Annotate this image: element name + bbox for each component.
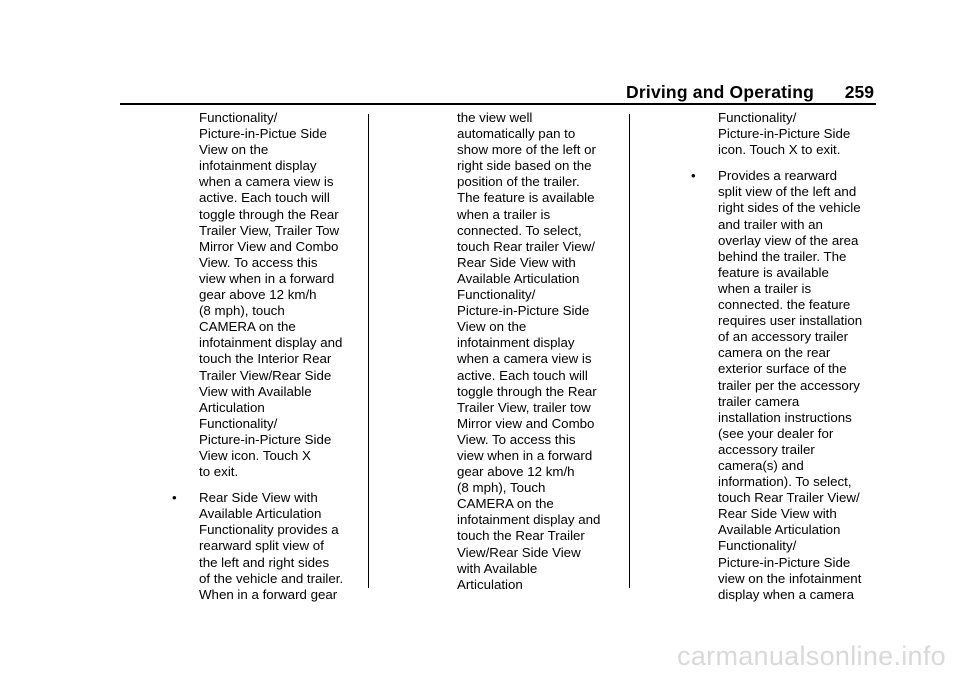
text-line: Trailer View, Trailer Tow xyxy=(199,222,340,238)
text-line: information). To select, xyxy=(718,474,852,490)
text-line: and trailer with an xyxy=(718,216,823,232)
text-line: touch the Rear Trailer xyxy=(457,528,585,544)
text-line: Rear Side View with xyxy=(457,254,576,270)
text-line: View/Rear Side View xyxy=(457,544,581,560)
text-line: (8 mph), Touch xyxy=(457,480,546,496)
text-line: automatically pan to xyxy=(457,126,576,142)
text-line: connected. the feature xyxy=(718,297,851,313)
text-line: when a camera view is xyxy=(199,174,334,190)
text-line: when a trailer is xyxy=(718,280,812,296)
text-line: show more of the left or xyxy=(457,142,596,158)
bullet-marker: • xyxy=(172,490,177,506)
text-line: (8 mph), touch xyxy=(199,303,285,319)
text-line: trailer camera xyxy=(718,393,800,409)
text-line: overlay view of the area xyxy=(718,232,859,248)
text-column-1 xyxy=(172,110,344,603)
text-line: Articulation xyxy=(457,576,523,592)
text-line: View. To access this xyxy=(457,431,576,447)
text-line: requires user installation xyxy=(718,313,863,329)
bullet-item xyxy=(691,168,863,603)
text-line: Trailer View/Rear Side xyxy=(199,367,332,383)
text-line: View icon. Touch X xyxy=(199,447,311,463)
text-line: Picture-in-Picture Side xyxy=(718,126,851,142)
text-line: Picture-in-Picture Side xyxy=(199,431,332,447)
bullet-marker: • xyxy=(691,168,696,184)
paragraph xyxy=(199,110,343,480)
text-line: touch the Interior Rear xyxy=(199,351,332,367)
text-line: behind the trailer. The xyxy=(718,248,847,264)
text-line: infotainment display and xyxy=(457,512,601,528)
bullet-item xyxy=(172,490,344,603)
text-line: the view well xyxy=(457,110,533,125)
text-line: Functionality provides a xyxy=(199,522,339,538)
text-column-3 xyxy=(691,110,863,603)
text-line: gear above 12 km/h xyxy=(199,287,317,303)
text-line: toggle through the Rear xyxy=(457,383,597,399)
text-line: camera on the rear xyxy=(718,345,831,361)
text-line: CAMERA on the xyxy=(457,496,554,512)
text-line: exterior surface of the xyxy=(718,361,847,377)
text-line: Functionality/ xyxy=(718,110,797,125)
text-line: When in a forward gear xyxy=(199,586,338,602)
text-line: CAMERA on the xyxy=(199,319,296,335)
section-title: Driving and Operating xyxy=(626,82,814,102)
text-line: Functionality/ xyxy=(199,110,278,125)
text-line: when a trailer is xyxy=(457,206,551,222)
text-line: active. Each touch will xyxy=(457,367,588,383)
text-line: active. Each touch will xyxy=(199,190,330,206)
text-line: Articulation xyxy=(199,399,265,415)
text-line: installation instructions xyxy=(718,409,852,425)
column-divider xyxy=(368,114,369,588)
text-line: infotainment display and xyxy=(199,335,343,351)
text-line: icon. Touch X to exit. xyxy=(718,142,841,158)
text-line: right sides of the vehicle xyxy=(718,200,861,216)
text-line: view on the infotainment xyxy=(718,570,862,586)
text-line: Mirror view and Combo xyxy=(457,415,595,431)
page-number: 259 xyxy=(844,82,874,102)
text-line: Picture-in-Picture Side xyxy=(457,303,590,319)
text-line: Available Articulation xyxy=(718,522,841,538)
text-column-2 xyxy=(457,110,600,593)
text-line: right side based on the xyxy=(457,158,592,174)
text-line: Mirror View and Combo xyxy=(199,238,339,254)
text-line: Picture-in-Picture Side xyxy=(718,554,851,570)
text-line: Functionality/ xyxy=(718,538,797,554)
text-line: gear above 12 km/h xyxy=(457,464,575,480)
paragraph-gap xyxy=(718,158,862,168)
text-line: Rear Side View with xyxy=(199,490,318,506)
text-line: View on the xyxy=(199,142,269,158)
text-line: View. To access this xyxy=(199,254,318,270)
text-line: (see your dealer for xyxy=(718,425,834,441)
text-line: Rear Side View with xyxy=(718,506,837,522)
text-line: feature is available xyxy=(718,264,829,280)
text-line: The feature is available xyxy=(457,190,595,206)
paragraph xyxy=(457,110,600,593)
text-line: Functionality/ xyxy=(199,415,278,431)
text-line: when a camera view is xyxy=(457,351,592,367)
text-line: toggle through the Rear xyxy=(199,206,339,222)
header-rule xyxy=(120,103,876,105)
text-line: display when a camera xyxy=(718,586,854,602)
text-line: Functionality/ xyxy=(457,287,536,303)
watermark: carmanualsonline.info xyxy=(677,641,946,671)
text-line: View on the xyxy=(457,319,527,335)
text-line: accessory trailer xyxy=(718,441,815,457)
text-line: of an accessory trailer xyxy=(718,329,849,345)
text-line: touch Rear trailer View/ xyxy=(457,238,595,254)
text-line: connected. To select, xyxy=(457,222,582,238)
text-line: infotainment display xyxy=(457,335,575,351)
text-line: Picture-in-Pictue Side xyxy=(199,126,327,142)
text-line: to exit. xyxy=(199,464,239,480)
text-line: touch Rear Trailer View/ xyxy=(718,490,860,506)
text-line: Trailer View, trailer tow xyxy=(457,399,591,415)
text-line: Provides a rearward xyxy=(718,168,837,184)
paragraph-gap xyxy=(199,480,343,490)
text-line: view when in a forward xyxy=(457,447,593,463)
text-line: View with Available xyxy=(199,383,312,399)
column-divider xyxy=(629,114,630,588)
paragraph xyxy=(718,110,862,158)
text-line: view when in a forward xyxy=(199,270,335,286)
text-line: of the vehicle and trailer. xyxy=(199,570,344,586)
text-line: the left and right sides xyxy=(199,554,330,570)
text-line: camera(s) and xyxy=(718,457,804,473)
text-line: Available Articulation xyxy=(199,506,322,522)
text-line: infotainment display xyxy=(199,158,317,174)
text-line: position of the trailer. xyxy=(457,174,580,190)
text-line: with Available xyxy=(457,560,538,576)
text-line: rearward split view of xyxy=(199,538,324,554)
text-line: Available Articulation xyxy=(457,270,580,286)
text-line: split view of the left and xyxy=(718,184,857,200)
text-line: trailer per the accessory xyxy=(718,377,860,393)
